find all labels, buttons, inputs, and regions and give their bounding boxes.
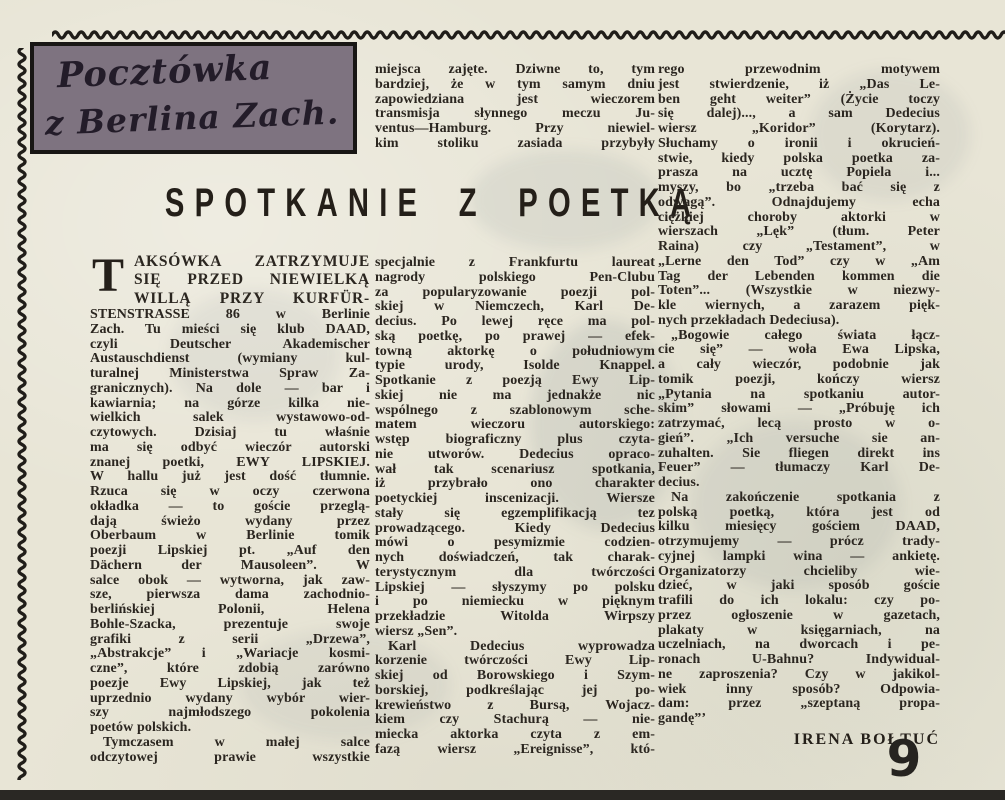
text-line: za popularyzowanie poezji pol- xyxy=(375,284,655,300)
text-line: jest stwierdzenie, iż „Das Le- xyxy=(658,76,940,92)
text-line: skim” słowami — „Próbuję ich xyxy=(658,401,940,417)
text-line: czne”, które zdobią zarówno xyxy=(90,661,370,677)
text-line: Raina) czy „Testament”, w xyxy=(658,239,940,254)
byline: IRENA BOŁTUĆ xyxy=(793,731,940,748)
text-line: Tag der Lebenden kommen die xyxy=(658,268,940,284)
text-line: poezje Ewy Lipskiej, jak też xyxy=(90,675,370,691)
text-line: wspólnego z szablonowym sche- xyxy=(375,402,655,418)
text-line: Zach. Tu mieści się klub DAAD, xyxy=(90,321,370,337)
text-line: ronach U-Bahnu? Indywidual- xyxy=(658,652,940,667)
masthead-line1: Pocztówka xyxy=(56,46,274,97)
text-line: W hallu już jest dość tłumnie. xyxy=(90,469,370,485)
text-line: uprzednio wydany wybór wier- xyxy=(90,690,370,706)
text-line: skiej nie ma jednakże nic xyxy=(375,387,655,403)
text-line: borskiej, podkreślając jej po- xyxy=(375,682,655,698)
text-line: AKSÓWKA ZATRZYMUJE xyxy=(134,253,370,270)
text-line: kim stoliku zasiada przybyły xyxy=(375,135,655,151)
text-line: uczelniach, na dworcach i pe- xyxy=(658,637,940,653)
text-line: Oberbaum w Berlinie tomik xyxy=(90,528,370,544)
text-line: miejsca zajęte. Dziwne to, tym xyxy=(375,62,655,77)
text-line: dają świeżo wydany przez xyxy=(90,513,370,529)
text-line: Na zakończenie spotkania z xyxy=(671,489,940,505)
text-line: „Bogowie całego świata łącz- xyxy=(671,327,940,343)
text-line: Organizatorzy chcieliby wie- xyxy=(658,563,940,579)
text-line: nych doświadczeń, tak charak- xyxy=(375,550,655,565)
text-line: Lipskiej — słyszymy po polsku xyxy=(375,579,655,595)
text-line: i po niemiecku w pięknym xyxy=(375,594,655,610)
text-line: specjalnie z Frankfurtu laureat xyxy=(375,255,655,270)
text-line: matem wieczoru autorskiego: xyxy=(375,417,655,433)
text-line: trafili do ich lokalu: czy po- xyxy=(658,593,940,608)
text-line: skiej od Borowskiego i Szym- xyxy=(375,668,655,683)
text-line: kiem czy Stachurą — nie- xyxy=(375,712,655,728)
text-line: turalnej Ministerstwa Spraw Za- xyxy=(90,366,370,382)
text-line: towną aktorkę o południowym xyxy=(375,343,655,359)
text-line: plakaty w księgarniach, na xyxy=(658,622,940,638)
text-line: wierszach „Lęk” (tłum. Peter xyxy=(658,224,940,240)
text-line: zatrzymać, lecą prosto w o- xyxy=(658,416,940,431)
text-line: decius. xyxy=(658,475,700,490)
text-line: czytowych. Dzisiaj tu właśnie xyxy=(90,425,370,441)
text-line: poezji Lipskiej pt. „Auf den xyxy=(90,543,370,559)
masthead-box xyxy=(30,42,357,154)
text-line: tomik poezji, kończy wiersz xyxy=(658,371,940,387)
text-line: okładka — to goście przeglą- xyxy=(90,498,370,514)
text-line: odwagą”. Odnajdujemy echa xyxy=(658,194,940,210)
text-line: ma się odbyć wieczór autorski xyxy=(90,439,370,455)
text-line: sze, pierwsza dama zachodnio- xyxy=(90,587,370,603)
text-line: „Abstrakcje” i „Wariacje kosmi- xyxy=(90,646,370,662)
text-line: „Pytania na spotkaniu autor- xyxy=(658,386,940,402)
text-line: przekładzie Witolda Wirpszy xyxy=(375,609,655,624)
text-line: fazą wiersz „Ereignisse”, któ- xyxy=(375,741,655,757)
text-line: kilku miesięcy gościem DAAD, xyxy=(658,519,940,535)
text-line: bardziej, że w tym samym dniu xyxy=(375,76,655,92)
text-line: transmisja słynnego meczu Ju- xyxy=(375,106,655,122)
text-line: cyjnej lampki wina — ankietę. xyxy=(658,548,940,564)
text-line: dzieć, w jaki sposób goście xyxy=(658,578,940,594)
text-line: kle wiernych, a zarazem pięk- xyxy=(658,298,940,313)
text-line: szy najmłodszego pokolenia xyxy=(90,705,370,721)
text-line: berlińskiej Polonii, Helena xyxy=(90,602,370,618)
text-line: mówi o pesymizmie codzien- xyxy=(375,535,655,551)
bottom-rule-bar xyxy=(0,790,1005,800)
text-line: iż przybrało ono charakter xyxy=(375,476,655,492)
text-line: prasza na ucztę Popiela i... xyxy=(658,165,940,181)
article-headline: SPOTKANIE Z POETKĄ xyxy=(164,181,702,225)
text-line: wiersz „Koridor” (Korytarz). xyxy=(658,121,940,136)
text-line: Tymczasem w małej salce xyxy=(103,734,370,750)
text-line: kawiarnia; na górze kilka nie- xyxy=(90,395,370,411)
text-line: krewieństwo z Bursą, Wojacz- xyxy=(375,697,655,713)
text-line: dam: przez „szeptaną propa- xyxy=(658,696,940,712)
text-line: ne zaproszenia? Czy w jakikol- xyxy=(658,666,940,682)
text-line: zapowiedziana jest wieczorem xyxy=(375,91,655,107)
masthead-line2: z Berlina Zach. xyxy=(44,92,340,143)
text-line: Bohle-Szacka, prezentuje swoje xyxy=(90,616,370,632)
wavy-top-border xyxy=(52,29,1005,41)
article-column-1 xyxy=(90,249,370,765)
text-line: nie utworów. Dedecius opraco- xyxy=(375,446,655,462)
text-line: WILLĄ PRZY KURFÜR- xyxy=(134,289,370,307)
text-line: rego przewodnim motywem xyxy=(658,62,940,77)
text-line: Spotkanie z poezją Ewy Lip- xyxy=(375,373,655,388)
text-line: myszy, bo „trzeba bać się z xyxy=(658,180,940,195)
text-line: przez ogłoszenie w gazetach, xyxy=(658,607,940,623)
text-line: poetyckiej inscenizacji. Wiersze xyxy=(375,491,655,506)
text-line: nagrody polskiego Pen-Clubu xyxy=(375,269,655,285)
dropcap-letter: T xyxy=(92,249,125,302)
article-column-3 xyxy=(658,63,940,727)
page-number: 9 xyxy=(886,730,922,788)
text-line: stały się egzemplifikacją tez xyxy=(375,505,655,521)
text-line: wstęp biograficzny plus czyta- xyxy=(375,432,655,447)
text-line: cie się” — woła Ewa Lipska, xyxy=(658,342,940,358)
text-line: Rzuca się w oczy czerwona xyxy=(90,484,370,500)
text-line: zuhalten. Sie fliegen direkt ins xyxy=(658,445,940,461)
text-line: ską poetkę, po prawej — efek- xyxy=(375,328,655,344)
text-line: wiersz „Sen”. xyxy=(375,623,458,639)
text-line: ventus—Hamburg. Przy niewiel- xyxy=(375,121,655,136)
text-line: znanej poetki, EWY LIPSKIEJ. xyxy=(90,454,370,470)
text-line: się dalej)..., a sam Dedecius xyxy=(658,106,940,122)
article-column-2-top xyxy=(375,63,655,152)
text-line: skiej w Niemczech, Karl De- xyxy=(375,299,655,315)
masthead-script xyxy=(32,40,355,156)
text-line: Toten”... (Wszystkie w niezwy- xyxy=(658,283,940,299)
text-line: SIĘ PRZED NIEWIELKĄ xyxy=(134,271,370,289)
text-line: gień”. „Ich versuche sie an- xyxy=(658,430,940,446)
text-line: ciężkiej choroby aktorki w xyxy=(658,209,940,225)
text-line: terystycznym dla twórczości xyxy=(375,564,655,580)
text-line: granicznych). Na dole — bar i xyxy=(90,380,370,396)
text-line: Feuer” — tłumaczy Karl De- xyxy=(658,460,940,476)
text-line: typie urody, Isolde Knappel. xyxy=(375,358,655,374)
text-line: wielkich salek wystawowo-od- xyxy=(90,410,370,426)
text-line: stwie, kiedy polska poetka za- xyxy=(658,150,940,166)
text-line: decius. Po lewej ręce ma pol- xyxy=(375,314,655,329)
text-line: Karl Dedecius wyprowadza xyxy=(388,638,655,654)
text-line: odczytowej prawie wszystkie xyxy=(90,749,370,765)
wavy-left-border xyxy=(16,48,28,780)
text-line: korzenie twórczości Ewy Lip- xyxy=(375,653,655,669)
text-line: „Lerne den Tod” czy w „Am xyxy=(658,253,940,269)
text-line: a cały wieczór, podobnie jak xyxy=(658,357,940,372)
text-line: Austauschdienst (wymiany kul- xyxy=(90,351,370,367)
text-line: poetów polskich. xyxy=(90,720,192,736)
text-line: Słuchamy o ironii i okrucień- xyxy=(658,135,940,151)
article-column-2-main xyxy=(375,256,655,758)
text-line: wał tak scenariusz spotkania, xyxy=(375,461,655,477)
text-line: gandę”’ xyxy=(658,711,707,726)
text-line: miecka aktorka czyta z em- xyxy=(375,727,655,742)
text-line: salce obok — wytworna, jak zaw- xyxy=(90,572,370,588)
text-line: polską poetką, która jest od xyxy=(658,504,940,520)
text-line: wiek inny sposób? Odpowia- xyxy=(658,681,940,697)
text-line: STENSTRASSE 86 w Berlinie xyxy=(90,307,370,323)
text-line: nych przekładach Dedeciusa). xyxy=(658,312,840,328)
text-line: prowadzącego. Kiedy Dedecius xyxy=(375,520,655,536)
text-line: ben geht weiter” (Życie toczy xyxy=(658,91,940,107)
text-line: czyli Deutscher Akademischer xyxy=(90,336,370,352)
text-line: otrzymujemy — prócz trady- xyxy=(658,534,940,549)
text-line: grafiki z serii „Drzewa”, xyxy=(90,631,370,647)
text-line: Dächern der Mausoleen”. W xyxy=(90,557,370,573)
